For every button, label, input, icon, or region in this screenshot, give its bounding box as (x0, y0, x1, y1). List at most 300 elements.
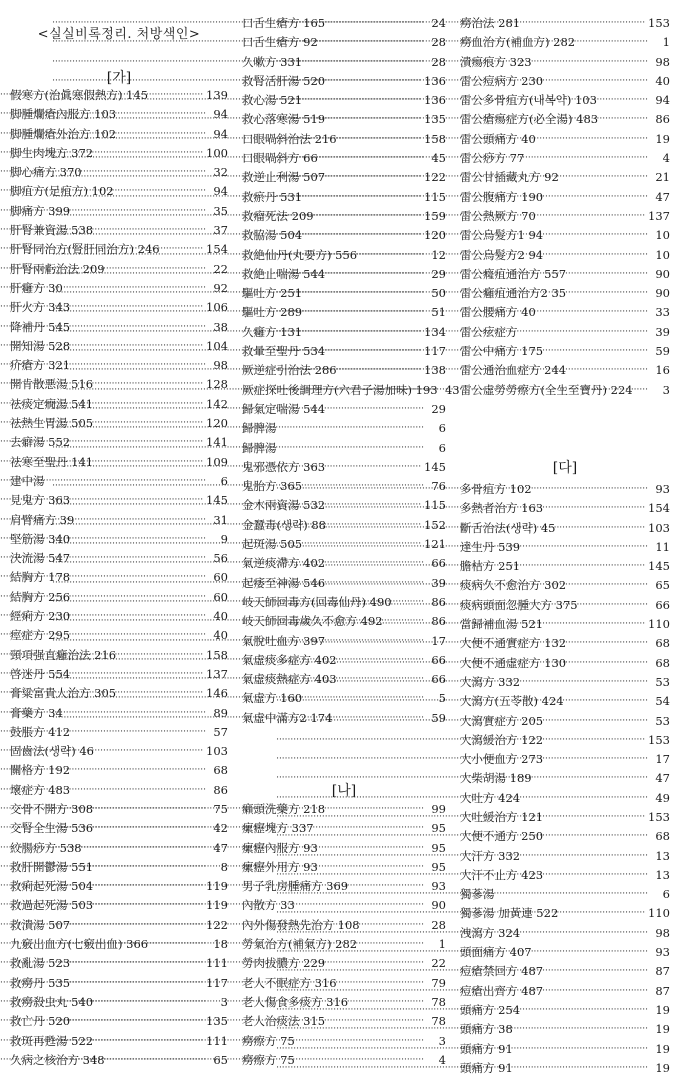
index-entry (460, 188, 670, 207)
page-number-value: 93 (431, 879, 446, 894)
page-number-value: 50 (431, 286, 446, 301)
entry-page-number (566, 634, 670, 653)
entry-name: 絞腸痧方 538 (10, 840, 82, 855)
page-number-value: 90 (431, 898, 446, 913)
index-entry (460, 712, 670, 731)
entry-name: 癆血治方(補血方) 282 (460, 35, 576, 50)
index-entry (460, 557, 670, 576)
page-number-value: 39 (655, 324, 670, 339)
entry-page-number (520, 673, 670, 692)
page-number-value: 54 (655, 694, 670, 709)
page-number-value: 6 (220, 473, 228, 488)
entry-page-number (536, 207, 670, 226)
page-number-value: 90 (655, 266, 670, 281)
index-entry (460, 924, 670, 943)
page-number-value: 109 (206, 454, 228, 469)
entry-name: 見鬼方 363 (10, 493, 71, 508)
page-number-value: 86 (655, 112, 670, 127)
entry-page-number (543, 615, 670, 634)
entry-page-number (543, 712, 670, 731)
page-number-value: 40 (213, 628, 228, 643)
index-entry (460, 962, 670, 981)
page-number-value: 98 (655, 54, 670, 69)
entry-page-number (543, 982, 670, 1001)
entry-name: 建中湯 (10, 473, 45, 488)
entry-name: 口舌生瘡方 92 (242, 35, 318, 50)
page-number-value: 99 (431, 801, 446, 816)
entry-name: 膏藥方 34 (10, 705, 63, 720)
entry-name: 痰病頭面忽腫大方 375 (460, 597, 578, 612)
entry-name: 癆瘵方 75 (242, 1033, 295, 1048)
page-number-value: 3 (662, 382, 670, 397)
page-number-value: 139 (206, 88, 228, 102)
entry-page-number (543, 342, 670, 361)
page-number-value: 95 (431, 840, 446, 855)
index-entry (460, 342, 670, 361)
index-entry (460, 943, 670, 962)
entry-page-number (543, 226, 670, 245)
entry-name: 久嗽方 331 (242, 54, 303, 69)
entry-name: 瘰癧塊方 337 (242, 821, 314, 836)
entry-name: 大便不通虛症方 130 (460, 655, 567, 670)
entry-name: 救絶仙丹(丸要方) 556 (242, 247, 358, 262)
page-number-value: 10 (655, 247, 670, 262)
page-number-value: 66 (431, 556, 446, 571)
entry-name: 救絶止喘湯 544 (242, 266, 326, 281)
entry-name: 斷舌治法(생략) 45 (460, 520, 556, 535)
entry-page-number (543, 866, 670, 885)
entry-name: 氣脫吐血方 397 (242, 633, 326, 648)
page-number-value: 78 (431, 994, 446, 1009)
page-title: <실실비록정리. 처방색인> (37, 27, 201, 42)
index-entry (10, 761, 228, 780)
index-entry (460, 731, 670, 750)
entry-name: 大便不通方 250 (460, 829, 544, 844)
entry-name: 雷公虛勞勞瘵方(全生至寶丹) 224 (460, 382, 633, 397)
entry-name: 雷公痘病方 230 (460, 73, 544, 88)
entry-name: 雷公癃疽通治方 557 (460, 266, 567, 281)
page-number-value: 19 (655, 131, 670, 146)
entry-name: 大吐方 424 (460, 790, 521, 805)
page-number-value: 87 (655, 964, 670, 979)
entry-name: 多骨疽方 102 (460, 481, 532, 496)
page-number-value: 104 (206, 338, 228, 353)
index-entry (460, 982, 670, 1001)
page-number-value: 145 (648, 559, 670, 574)
index-entry (460, 847, 670, 866)
page-number-value: 94 (213, 107, 228, 122)
entry-name: 九竅出血方(七竅出血) 366 (10, 937, 149, 952)
entry-name: 金木兩資湯 532 (242, 498, 326, 513)
page-number-value: 153 (648, 16, 670, 30)
entry-name: 雷公甘插藏丸方 92 (460, 170, 559, 185)
entry-name: 經痢方 230 (10, 609, 71, 624)
page-number-value: 19 (655, 1041, 670, 1056)
entry-name: 當歸補血湯 521 (460, 617, 544, 632)
page-number-value: 122 (206, 917, 228, 932)
entry-page-number (520, 538, 670, 557)
page-number-value: 95 (431, 859, 446, 874)
entry-name: 歸氣定喘湯 544 (242, 401, 326, 416)
page-number-value: 94 (213, 184, 228, 199)
page-number-value: 12 (431, 247, 446, 262)
entry-name: 救腎活肝湯 520 (242, 73, 326, 88)
entry-page-number (520, 924, 670, 943)
page-number-value: 1 (662, 35, 670, 50)
entry-name: 口眼喎斜治法 216 (242, 131, 337, 146)
entry-name: 大瀉緩治方 122 (460, 732, 544, 747)
entry-page-number (543, 246, 670, 265)
entry-page-number (543, 750, 670, 769)
entry-name: 久癰方 131 (242, 324, 303, 339)
page-number-value: 138 (424, 363, 446, 378)
entry-name: 雷公痃症方 (460, 324, 518, 339)
entry-name: 大汗方 332 (460, 848, 521, 863)
page-number-value: 120 (424, 228, 446, 243)
entry-name: 多熱者治方 163 (460, 501, 544, 516)
entry-page-number (520, 847, 670, 866)
page-number-value: 49 (655, 790, 670, 805)
index-entry (460, 789, 670, 808)
entry-name: 雷公多骨疽方(내복약) 103 (460, 93, 597, 108)
entry-page-number (70, 761, 228, 780)
page-number-value: 111 (206, 956, 228, 971)
entry-name: 癆瘵方 75 (242, 1052, 295, 1067)
entry-page-number (532, 53, 670, 72)
index-entry (460, 1001, 670, 1020)
page-number-value: 38 (213, 319, 228, 334)
entry-name: 頸項强直癰治法 216 (10, 647, 117, 662)
page-number-value: 17 (431, 633, 446, 648)
entry-page-number (575, 33, 670, 52)
entry-name: 歸脾湯 (242, 440, 277, 455)
entry-name: 老人治痰法 315 (242, 1014, 326, 1029)
entry-name: 瘰癧內服方 93 (242, 840, 318, 855)
entry-name: 老人不眠症方 316 (242, 975, 337, 990)
page-number-value: 90 (655, 286, 670, 301)
entry-name: 頭痛方 254 (460, 1002, 521, 1017)
entry-page-number (513, 1040, 670, 1059)
entry-name: 男子乳房腫痛方 369 (242, 879, 349, 894)
entry-page-number (520, 557, 670, 576)
index-entry (460, 615, 670, 634)
entry-name: 瘰癧外用方 93 (242, 859, 318, 874)
entry-name: 膽枯方 251 (460, 559, 521, 574)
index-entry (242, 400, 446, 419)
entry-page-number (277, 439, 447, 458)
entry-name: 救潰湯 507 (10, 917, 71, 932)
page-number-value: 86 (431, 614, 446, 629)
page-number-value: 119 (206, 879, 228, 894)
page-number-value: 93 (655, 945, 670, 960)
entry-name: 固齒法(생략) 46 (10, 744, 94, 759)
index-entry (242, 439, 446, 458)
index-entry (460, 265, 670, 284)
entry-page-number (543, 188, 670, 207)
index-entry (460, 207, 670, 226)
entry-name: 救暈至聖丹 534 (242, 344, 326, 359)
entry-page-number (277, 419, 447, 438)
entry-name: 大便不通實症方 132 (460, 636, 567, 651)
page-number-value: 35 (213, 203, 228, 218)
entry-page-number (536, 130, 670, 149)
index-entry (460, 866, 670, 885)
page-number-value: 57 (213, 724, 228, 739)
entry-page-number (513, 1059, 670, 1078)
page-number-value: 159 (424, 208, 446, 223)
index-entry (460, 538, 670, 557)
page-number-value: 40 (655, 73, 670, 88)
entry-name: 雷公烏髮方2 94 (460, 247, 544, 262)
index-entry (460, 673, 670, 692)
entry-name: 脚腫爛瘡外治方 102 (10, 126, 117, 141)
page-number-value: 137 (648, 208, 670, 223)
entry-name: 岐天師回毒方(回毒仙丹) 490 (242, 594, 392, 609)
entry-name: 膏粱富貴人治方 305 (10, 686, 117, 701)
page-number-value: 6 (438, 440, 446, 455)
page-number-value: 6 (662, 887, 670, 902)
page-number-value: 59 (655, 344, 670, 359)
page-number-value: 11 (655, 539, 670, 554)
entry-name: 頭痛方 91 (460, 1041, 513, 1056)
page-number-value: 86 (213, 782, 228, 797)
page-number-value: 60 (213, 589, 228, 604)
entry-page-number (325, 458, 446, 477)
entry-name: 脚痛方 399 (10, 203, 71, 218)
entry-name: 癩頭洗藥方 218 (242, 801, 326, 816)
entry-page-number (524, 149, 670, 168)
entry-name: 脚腫爛瘡內服方 103 (10, 107, 117, 122)
page-number-value: 13 (655, 867, 670, 882)
index-entry (460, 303, 670, 322)
entry-name: 雷公烏髮方1 94 (460, 228, 544, 243)
entry-name: 獨蔘湯 (460, 887, 495, 902)
entry-page-number (543, 72, 670, 91)
page-number-value: 137 (206, 666, 228, 681)
entry-name: 救瘤死法 209 (242, 208, 314, 223)
entry-name: 雷公通治血症方 244 (460, 363, 567, 378)
entry-name: 堅筋湯 340 (10, 531, 71, 546)
entry-name: 大小便血方 273 (460, 752, 544, 767)
index-entry (460, 130, 670, 149)
entry-name: 決流湯 547 (10, 551, 71, 566)
page-number-value: 24 (431, 16, 446, 30)
page-number-value: 87 (655, 983, 670, 998)
entry-name: 救逆止利湯 507 (242, 170, 326, 185)
entry-name: 驅吐方 289 (242, 305, 303, 320)
page-number-value: 5 (438, 691, 446, 706)
entry-name: 肝腎同治方(腎肝同治方) 246 (10, 242, 160, 257)
page-number-value: 66 (431, 652, 446, 667)
page-number-value: 100 (206, 145, 228, 160)
entry-name: 達生丹 539 (460, 539, 521, 554)
index-entry (460, 33, 670, 52)
page-number-value: 94 (213, 126, 228, 141)
entry-name: 祛痰定癇湯 541 (10, 396, 94, 411)
entry-page-number (566, 576, 670, 595)
index-entry (460, 72, 670, 91)
page-number-value: 98 (213, 358, 228, 373)
entry-name: 洩瀉方 324 (460, 925, 521, 940)
page-number-value: 141 (206, 435, 228, 450)
page-number-value: 142 (206, 396, 228, 411)
entry-name: 岐天師回毒歲久不愈方 492 (242, 614, 383, 629)
page-number-value: 94 (655, 93, 670, 108)
entry-name: 鼓脹方 412 (10, 724, 71, 739)
page-number-value: 153 (648, 809, 670, 824)
entry-name: 救心落寒湯 519 (242, 112, 326, 127)
entry-name: 脚生肉塊方 372 (10, 145, 94, 160)
entry-page-number (532, 769, 670, 788)
index-entry (460, 596, 670, 615)
entry-name: 頭痛方 38 (460, 1022, 513, 1037)
page-number-value: 79 (431, 975, 446, 990)
entry-page-number (536, 303, 670, 322)
entry-name: 勞肉拔膿方 229 (242, 956, 326, 971)
entry-page-number (558, 904, 670, 923)
entry-name: 救痢起死湯 504 (10, 879, 94, 894)
index-entry (460, 634, 670, 653)
page-number-value: 19 (655, 1002, 670, 1017)
entry-page-number (513, 1020, 670, 1039)
index-entry (460, 1040, 670, 1059)
entry-name: 交腎全生湯 536 (10, 821, 94, 836)
page-number-value: 146 (206, 686, 228, 701)
section-heading-da: [다] (552, 459, 578, 476)
page-number-value: 136 (424, 93, 446, 108)
entry-page-number (495, 885, 671, 904)
entry-page-number (543, 731, 670, 750)
index-entry (460, 149, 670, 168)
page-number-value: 1 (438, 937, 446, 952)
page-number-value: 33 (655, 305, 670, 320)
page-number-value: 10 (655, 228, 670, 243)
entry-name: 癆治法 281 (460, 16, 521, 30)
entry-name: 肝腎兼資湯 538 (10, 223, 94, 238)
index-entry (460, 654, 670, 673)
entry-name: 救斑再甦湯 522 (10, 1033, 94, 1048)
page-number-value: 4 (662, 151, 670, 166)
page-number-value: 134 (424, 324, 446, 339)
entry-page-number (555, 519, 670, 538)
page-number-value: 19 (655, 1060, 670, 1075)
page-number-value: 28 (431, 35, 446, 50)
page-number-value: 3 (438, 1033, 446, 1048)
page-number-value: 47 (655, 771, 670, 786)
page-number-value: 31 (213, 512, 228, 527)
entry-name: 驅吐方 251 (242, 286, 303, 301)
page-number-value: 153 (648, 732, 670, 747)
entry-name: 救亡丹 520 (10, 1014, 71, 1029)
entry-name: 久病之核治方 348 (10, 1052, 105, 1067)
entry-name: 雷公癰疽通治方2 35 (460, 286, 567, 301)
index-entry (460, 361, 670, 380)
entry-page-number (543, 962, 670, 981)
entry-name: 壞症方 483 (10, 782, 71, 797)
page-number-value: 22 (213, 261, 228, 276)
entry-page-number (520, 1001, 670, 1020)
entry-page-number (566, 654, 670, 673)
entry-page-number (598, 110, 670, 129)
page-number-value: 65 (655, 578, 670, 593)
page-number-value: 65 (213, 1052, 228, 1067)
index-entry (460, 480, 670, 499)
page-number-value: 13 (655, 848, 670, 863)
entry-name: 假寒方(治眞寒假熱方) 145 (10, 88, 149, 102)
page-number-value: 28 (431, 917, 446, 932)
entry-name: 雷公腰痛方 40 (460, 305, 536, 320)
index-entry (460, 769, 670, 788)
page-number-value: 76 (431, 479, 446, 494)
page-number-value: 119 (206, 898, 228, 913)
page-number-value: 21 (655, 170, 670, 185)
page-number-value: 60 (213, 570, 228, 585)
entry-name: 救肝開鬱湯 551 (10, 859, 94, 874)
entry-name: 祛寒至聖丹 141 (10, 454, 94, 469)
entry-name: 氣逆痰滯方 402 (242, 556, 326, 571)
entry-name: 大瀉實症方 205 (460, 713, 544, 728)
index-entry (460, 284, 670, 303)
entry-name: 內外傷發熱先治方 108 (242, 917, 360, 932)
page-number-value: 32 (213, 165, 228, 180)
index-entry (460, 1059, 670, 1078)
entry-name: 潰瘍痕方 323 (460, 54, 532, 69)
index-entry (460, 1020, 670, 1039)
entry-name: 厥逆症引治法 286 (242, 363, 337, 378)
entry-name: 脚心痛方 370 (10, 165, 82, 180)
entry-name: 救脇湯 504 (242, 228, 303, 243)
page-number-value: 75 (213, 801, 228, 816)
index-entry (460, 110, 670, 129)
page-number-value: 68 (655, 636, 670, 651)
entry-name: 痘瘡禁回方 487 (460, 964, 544, 979)
entry-name: 氣虛痰熱症方 403 (242, 672, 337, 687)
entry-name: 祛熱生胃湯 505 (10, 416, 94, 431)
page-number-value: 106 (206, 300, 228, 315)
entry-name: 大汗不止方 423 (460, 867, 544, 882)
page-number-value: 66 (431, 672, 446, 687)
page-number-value: 68 (655, 655, 670, 670)
entry-page-number (578, 596, 670, 615)
page-number-value: 152 (424, 517, 446, 532)
index-entry (10, 742, 228, 761)
page-number-value: 42 (213, 821, 228, 836)
entry-name: 老人傷食多痰方 316 (242, 994, 349, 1009)
page-number-value: 51 (431, 305, 446, 320)
entry-page-number (325, 400, 446, 419)
entry-page-number (566, 265, 670, 284)
entry-name: 痘瘡出齊方 487 (460, 983, 544, 998)
entry-name: 獨蔘湯 加黃連 522 (460, 906, 559, 921)
entry-page-number (543, 827, 670, 846)
entry-name: 痙症方 295 (10, 628, 71, 643)
entry-name: 救癆丹 535 (10, 975, 71, 990)
page-number-value: 59 (431, 710, 446, 725)
page-number-value: 4 (438, 1052, 446, 1067)
page-number-value: 136 (424, 73, 446, 88)
page-number-value: 19 (655, 1022, 670, 1037)
index-column-3 (460, 0, 670, 1078)
entry-name: 肩臂痛方 39 (10, 512, 75, 527)
entry-name: 鬼胎方 365 (242, 479, 303, 494)
entry-page-number (566, 361, 670, 380)
entry-name: 勞氣治方(補氣方) 282 (242, 937, 358, 952)
entry-name: 關格方 192 (10, 763, 71, 778)
page-number-value: 45 (431, 151, 446, 166)
entry-name: 氣虛方 160 (242, 691, 303, 706)
entry-name: 開知湯 528 (10, 338, 71, 353)
page-number-value: 8 (220, 859, 228, 874)
